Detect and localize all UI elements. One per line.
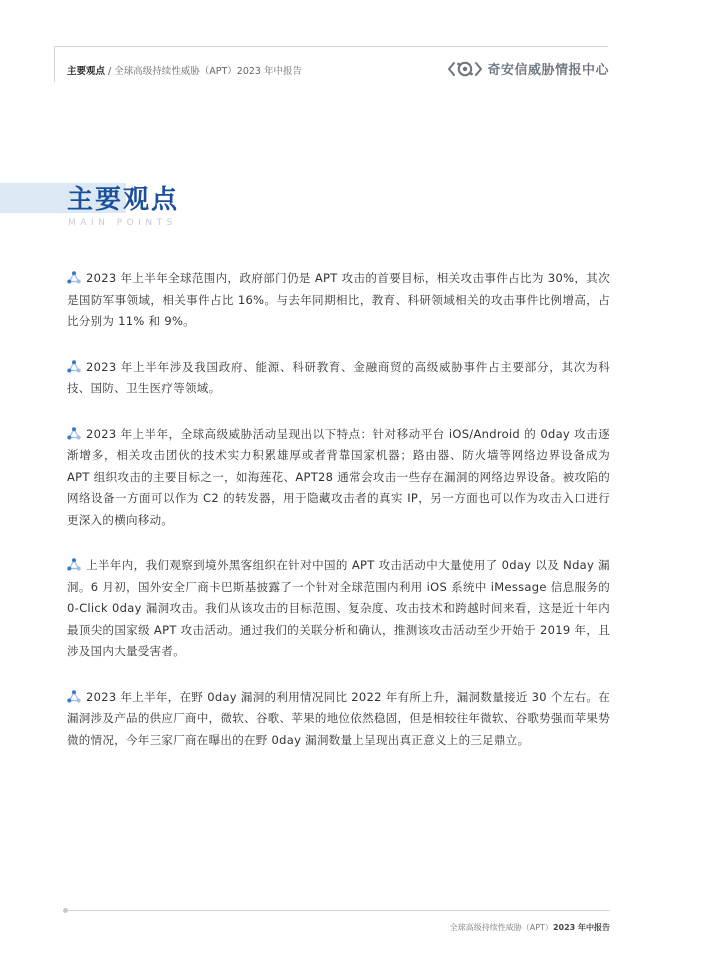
main-point-text: 2023 年上半年，在野 0day 漏洞的利用情况同比 2022 年有所上升，漏洞数量接近 30 个左右。在漏洞涉及产品的供应厂商中，微软、谷歌、苹果的地位依然稳固，但是相较往年微软、谷歌势强而苹果势微的情况，今年三家厂商在曝出的在野 0day 漏洞数量上呈现出真正意义上的三足鼎立。	[67, 689, 610, 747]
brand-name: 奇安信威胁情报中心	[487, 63, 609, 78]
main-point-paragraph	[67, 555, 610, 663]
triangle-nodes-icon	[67, 271, 81, 284]
main-point-paragraph	[67, 424, 610, 532]
main-point-text: 2023 年上半年涉及我国政府、能源、科研教育、金融商贸的高级威胁事件占主要部分，其次为科技、国防、卫生医疗等领域。	[67, 359, 610, 395]
page-title: 主要观点	[67, 185, 180, 215]
breadcrumb-section: 主要观点	[67, 66, 106, 77]
main-point-text: 2023 年上半年全球范围内，政府部门仍是 APT 攻击的首要目标，相关攻击事件占比为 30%，其次是国防军事领域，相关事件占比 16%。与去年同期相比，教育、科研领域相关的攻击事件比例增高，占比分别为 11% 和 9%。	[67, 271, 610, 328]
footer-rule-dot	[63, 908, 68, 913]
footer-rule	[66, 910, 610, 911]
breadcrumb	[67, 63, 302, 77]
footer-report-title: 全球高级持续性威胁（APT）	[449, 923, 553, 932]
triangle-nodes-icon	[67, 558, 81, 571]
main-points	[67, 268, 610, 775]
main-point-paragraph	[67, 687, 610, 752]
page-subtitle: MAIN POINTS	[68, 218, 177, 228]
footer-report-period: 2023 年中报告	[552, 923, 610, 932]
main-point-paragraph	[67, 357, 610, 400]
triangle-nodes-icon	[67, 427, 81, 440]
main-point-text: 上半年内，我们观察到境外黑客组织在针对中国的 APT 攻击活动中大量使用了 0day 以及 Nday 漏洞。6 月初，国外安全厂商卡巴斯基披露了一个针对全球范围内利用 iOS 系统中 iMessage 信息服务的 0-Click 0day 漏洞攻击。我们从该攻击的目标范围、复杂度、攻击技术和跨越时间来看，这是近十年内最顶尖的国家级 APT 攻击活动。通过我们的关联分析和确认，推测该攻击活动至少开始于 2019 年，且涉及国内大量受害者。	[67, 558, 610, 658]
triangle-nodes-icon	[67, 360, 81, 373]
header-rule	[54, 46, 608, 47]
qianxin-logo-icon	[447, 60, 483, 78]
main-point-text: 2023 年上半年，全球高级威胁活动呈现出以下特点：针对移动平台 iOS/Android 的 0day 攻击逐渐增多，相关攻击团伙的技术实力积累雄厚或者背靠国家机器；路由器、防火墙等网络边界设备成为 APT 组织攻击的主要目标之一，如海莲花、APT28 通常会攻击一些存在漏洞的网络边界设备。被攻陷的网络设备一方面可以作为 C2 的转发器，用于隐藏攻击者的真实 IP，另一方面也可以作为攻击入口进行更深入的横向移动。	[67, 426, 610, 527]
breadcrumb-report-title: 全球高级持续性威胁（APT）2023 年中报告	[114, 66, 302, 77]
main-point-paragraph	[67, 268, 610, 333]
footer	[450, 922, 610, 933]
breadcrumb-separator: /	[105, 66, 115, 77]
triangle-nodes-icon	[67, 690, 81, 703]
brand	[447, 59, 609, 78]
header-tick	[54, 46, 55, 82]
